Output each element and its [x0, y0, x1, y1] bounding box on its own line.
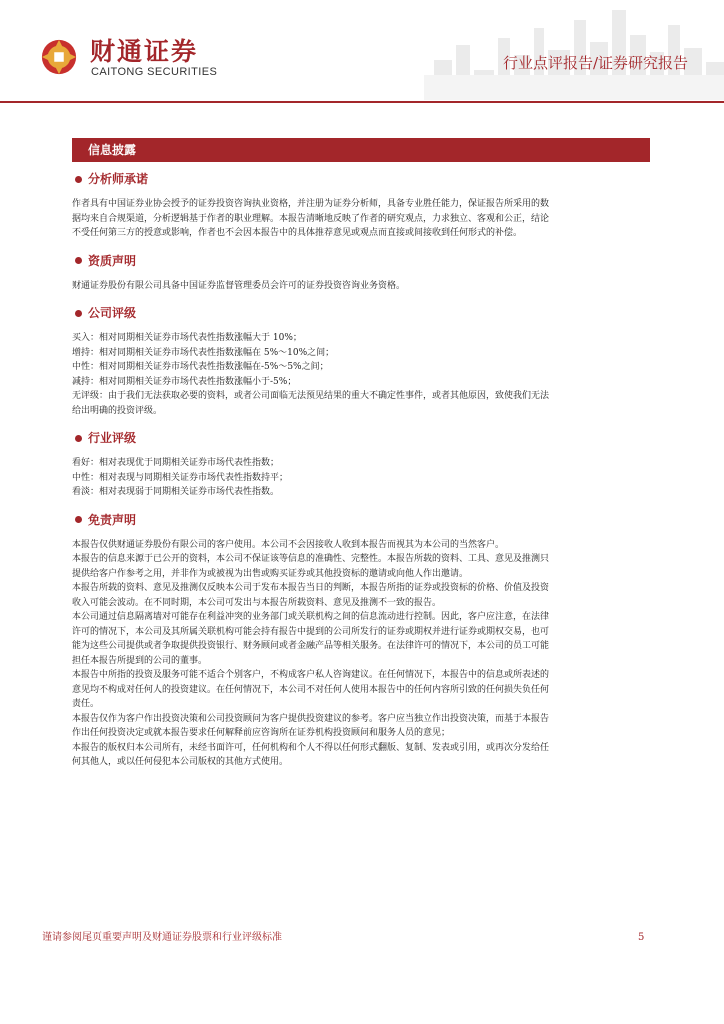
heading-text: 行业评级: [88, 431, 137, 445]
text-line: 看好：相对表现优于同期相关证券市场代表性指数；: [72, 458, 280, 468]
text-line: 给出明确的投资评级。: [72, 405, 163, 416]
text-line: 提供给客户作参考之用，并非作为或被视为出售或购买证券或其他投资标的邀请或向他人作出邀请。: [72, 568, 469, 579]
section-heading-disclaimer: [72, 511, 650, 529]
caitong-logo-icon: [40, 38, 78, 76]
text-line: 何其他人，或以任何侵犯本公司版权的其他方式使用。: [72, 757, 289, 767]
bullet-dot-icon: [75, 435, 82, 442]
text-line: 增持：相对同期相关证券市场代表性指数涨幅在 5%～10%之间；: [72, 347, 335, 358]
text-line: 本报告的信息来源于已公开的资料，本公司不保证该等信息的准确性、完整性。本报告所载的资料、工具、意见及推测只: [72, 554, 550, 564]
text-line: 收入可能会波动。在不同时期，本公司可发出与本报告所载资料、意见及推测不一致的报告。: [72, 597, 442, 608]
text-line: 据均来自合规渠道，分析逻辑基于作者的职业理解。本报告清晰地反映了作者的研究观点，力求独立、客观和公正，结论: [72, 213, 550, 224]
heading-text: 公司评级: [88, 306, 137, 320]
bullet-dot-icon: [75, 176, 82, 183]
qualification-paragraph: [72, 279, 650, 294]
section-heading-qualification: [72, 252, 650, 270]
text-line: 买入：相对同期相关证券市场代表性指数涨幅大于 10%；: [72, 333, 302, 343]
report-type-label: 行业点评报告/证券研究报告: [502, 54, 688, 72]
analyst-paragraph: [72, 197, 650, 241]
bullet-dot-icon: [75, 310, 82, 317]
text-line: 能为这些公司提供或者争取提供投资银行、财务顾问或者金融产品等相关服务。在法律许可的情况下，本公司的员工可能: [72, 641, 550, 651]
text-line: 本报告中所指的投资及服务可能不适合个别客户，不构成客户私人咨询建议。在任何情况下，本报告中的信息或所表述的: [72, 670, 550, 680]
section-heading-industry-rating: [72, 429, 650, 447]
text-line: 看淡：相对表现弱于同期相关证券市场代表性指数。: [72, 487, 280, 497]
text-line: 本公司通过信息隔离墙对可能存在利益冲突的业务部门或关联机构之间的信息流动进行控制。因此，客户应注意，在法律: [72, 612, 550, 622]
company-rating-list: [72, 331, 650, 418]
section-heading-company-rating: [72, 304, 650, 322]
text-line: 中性：相对表现与同期相关证券市场代表性指数持平；: [72, 472, 289, 483]
footer-notice: 谨请参阅尾页重要声明及财通证券股票和行业评级标准: [42, 932, 282, 943]
text-line: 作者具有中国证券业协会授予的证券投资咨询执业资格，并注册为证券分析师，具备专业胜任能力，保证报告所采用的数: [72, 199, 550, 209]
brand-name-cn: 财通证券: [90, 37, 199, 66]
section-heading-analyst: [72, 170, 650, 188]
header-divider: [0, 101, 724, 103]
text-line: 中性：相对同期相关证券市场代表性指数涨幅在-5%～5%之间；: [72, 362, 329, 372]
text-line: 无评级：由于我们无法获取必要的资料，或者公司面临无法预见结果的重大不确定性事件，或者其他原因，致使我们无法: [72, 391, 550, 401]
page-number: 5: [638, 932, 645, 943]
text-line: 本报告的版权归本公司所有，未经书面许可，任何机构和个人不得以任何形式翻版、复制、发表或引用，或再次分发给任: [72, 742, 550, 753]
brand-name-en: CAITONG SECURITIES: [91, 66, 218, 78]
text-line: 本报告仅作为客户作出投资决策和公司投资顾问为客户提供投资建议的参考。客户应当独立作出投资决策，而基于本报告: [72, 713, 550, 724]
disclosure-content: [72, 170, 650, 770]
text-line: 本报告所载的资料、意见及推测仅反映本公司于发布本报告当日的判断，本报告所指的证券或投资标的价格、价值及投资: [72, 583, 550, 593]
text-line: 作出任何投资决定或就本报告要求任何解释前应咨询所在证券机构投资顾问和服务人员的意见；: [72, 728, 451, 738]
city-skyline-decoration: [424, 0, 724, 100]
industry-rating-list: [72, 456, 650, 500]
page-header: [0, 0, 724, 104]
bullet-dot-icon: [75, 516, 82, 523]
text-line: 本报告仅供财通证券股份有限公司的客户使用。本公司不会因接收人收到本报告而视其为本公司的当然客户。: [72, 539, 505, 550]
disclaimer-paragraph: [72, 538, 650, 770]
heading-text: 分析师承诺: [88, 172, 149, 186]
heading-text: 免责声明: [88, 512, 137, 527]
text-line: 不受任何第三方的授意或影响，作者也不会因本报告中的具体推荐意见或观点而直接或间接收到任何形式的补偿。: [72, 228, 523, 238]
text-line: 许可的情况下，本公司及其所属关联机构可能会持有报告中提到的公司所发行的证券或期权并进行证券或期权交易，也可: [72, 626, 550, 637]
text-line: 财通证券股份有限公司具备中国证券监督管理委员会许可的证券投资咨询业务资格。: [72, 280, 406, 291]
text-line: 担任本报告所提到的公司的董事。: [72, 655, 208, 666]
bullet-dot-icon: [75, 257, 82, 264]
heading-text: 资质声明: [88, 253, 137, 268]
text-line: 减持：相对同期相关证券市场代表性指数涨幅小于-5%；: [72, 376, 297, 387]
text-line: 意见均不构成对任何人的投资建议。在任何情况下，本公司不对任何人使用本报告中的任何内容所引致的任何损失负任何: [72, 684, 550, 695]
section-title-bar: 信息披露: [72, 138, 650, 162]
text-line: 责任。: [72, 699, 100, 709]
